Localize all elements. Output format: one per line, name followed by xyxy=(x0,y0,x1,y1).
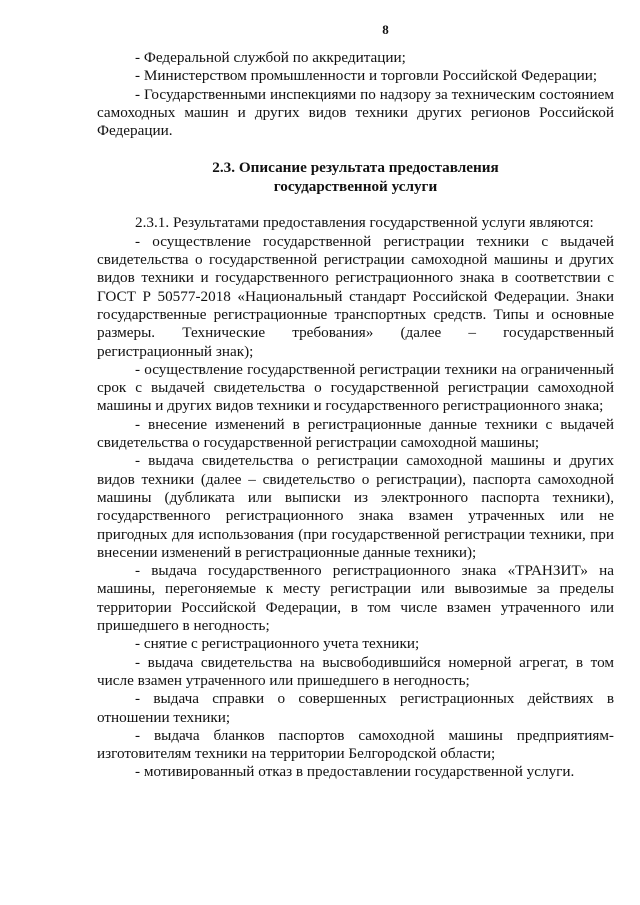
result-item: - внесение изменений в регистрационные данные техники с выдачей свидетельства о государственной регистрации самоходной машины; xyxy=(97,415,614,452)
result-item: - выдача государственного регистрационного знака «ТРАНЗИТ» на машины, перегоняемые к месту регистрации или вывозимые за пределы территории Российской Федерации, в том числе взамен утраченного или пришедшего в негодность; xyxy=(97,562,614,635)
result-item: - выдача свидетельства о регистрации самоходной машины и других видов техники (далее – свидетельство о регистрации), паспорта самоходной машины (дубликата или выписки из электронного паспорта техники), государственного регистрационного знака взамен утраченных или не пригодных для использования (при государственной регистрации техники, при внесении изменений в регистрационные данные техники); xyxy=(97,452,614,561)
result-item: - мотивированный отказ в предоставлении государственной услуги. xyxy=(135,763,575,781)
intro-item: - Министерством промышленности и торговли Российской Федерации; xyxy=(135,67,598,85)
result-item: - выдача справки о совершенных регистрационных действиях в отношении техники; xyxy=(97,690,614,726)
result-item: - снятие с регистрационного учета техники; xyxy=(135,635,420,653)
section-heading-line: государственной услуги xyxy=(273,177,438,195)
intro-item: - Федеральной службой по аккредитации; xyxy=(135,49,406,66)
result-item: - осуществление государственной регистрации техники на ограниченный срок с выдачей свидетельства о государственной регистрации самоходной машины и других видов техники и государственного регистрационного знака; xyxy=(97,360,614,415)
section-intro: 2.3.1. Результатами предоставления государственной услуги являются: xyxy=(135,214,594,232)
section-heading xyxy=(97,159,614,196)
result-item: - выдача бланков паспортов самоходной машины предприятиям-изготовителям техники на территории Белгородской области; xyxy=(97,726,614,763)
intro-item: - Государственными инспекциями по надзору за техническим состоянием самоходных машин и других видов техники других регионов Российской Федерации. xyxy=(97,85,614,140)
section-heading-line: 2.3. Описание результата предоставления xyxy=(212,159,499,177)
result-item: - выдача свидетельства на высвободившийся номерной агрегат, в том числе взамен утраченного или пришедшего в негодность; xyxy=(97,653,614,689)
result-item: - осуществление государственной регистрации техники с выдачей свидетельства о государственной регистрации самоходной машины и других видов техники и государственного регистрационного знака в соответствии с ГОСТ Р 50577-2018 «Национальный стандарт Российской Федерации. Знаки государственные регистрационные транспортных средств. Типы и основные размеры. Технические требования» (далее – государственный регистрационный знак); xyxy=(97,232,614,360)
page-number: 8 xyxy=(382,22,389,37)
